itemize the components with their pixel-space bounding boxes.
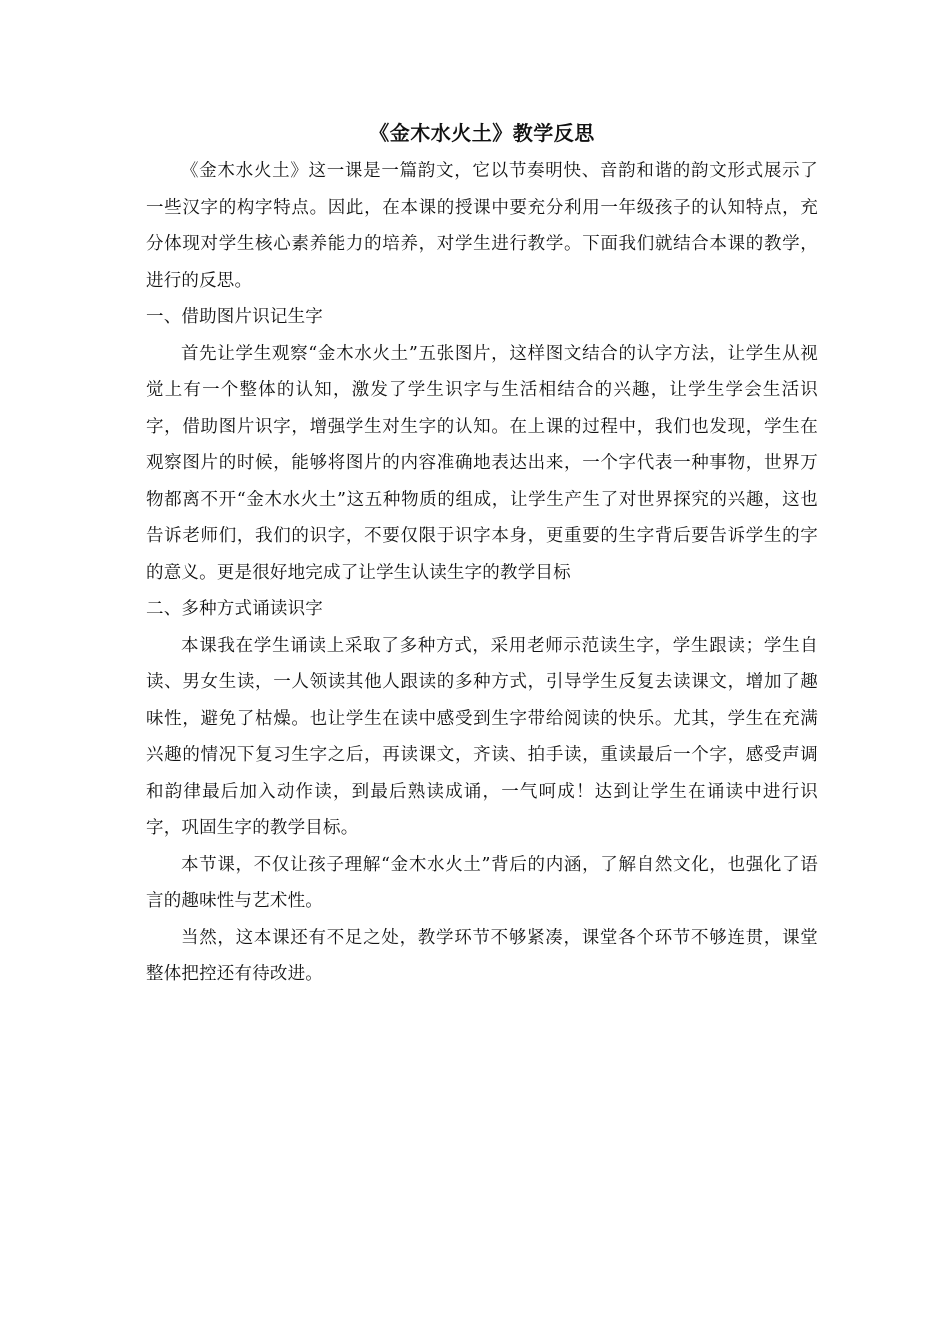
- culture-paragraph: 本节课，不仅让孩子理解“金木水火土”背后的内涵，了解自然文化，也强化了语言的趣味性与艺术性。: [146, 854, 818, 911]
- shortcoming-paragraph: 当然，这本课还有不足之处，教学环节不够紧凑，课堂各个环节不够连贯，课堂整体把控还有待改进。: [146, 927, 818, 984]
- section-1-paragraph: 首先让学生观察“金木水火土”五张图片，这样图文结合的认字方法，让学生从视觉上有一个整体的认知，激发了学生识字与生活相结合的兴趣，让学生学会生活识字，借助图片识字，增强学生对生字的认知。在上课的过程中，我们也发现，学生在观察图片的时候，能够将图片的内容准确地表达出来，一个字代表一种事物，世界万物都离不开“金木水火土”这五种物质的组成，让学生产生了对世界探究的兴趣，这也告诉老师们，我们的识字，不要仅限于识字本身，更重要的生字背后要告诉学生的字的意义。更是很好地完成了让学生认读生字的教学目标: [146, 343, 818, 583]
- document-title: 《金木水火土》教学反思: [369, 121, 595, 145]
- section-2-heading: 二、多种方式诵读识字: [146, 599, 323, 619]
- section-2-paragraph: 本课我在学生诵读上采取了多种方式，采用老师示范读生字，学生跟读；学生自读、男女生读，一人领读其他人跟读的多种方式，引导学生反复去读课文，增加了趣味性，避免了枯燥。也让学生在读中感受到生字带给阅读的快乐。尤其，学生在充满兴趣的情况下复习生字之后，再读课文，齐读、拍手读，重读最后一个字，感受声调和韵律最后加入动作读，到最后熟读成诵，一气呵成！达到让学生在诵读中进行识字，巩固生字的教学目标。: [146, 635, 818, 838]
- document-content: [146, 117, 818, 993]
- intro-paragraph: 《金木水火土》这一课是一篇韵文，它以节奏明快、音韵和谐的韵文形式展示了一些汉字的构字特点。因此，在本课的授课中要充分利用一年级孩子的认知特点，充分体现对学生核心素养能力的培养，对学生进行教学。下面我们就结合本课的教学，进行的反思。: [146, 161, 818, 291]
- section-1-heading: 一、借助图片识记生字: [146, 307, 323, 327]
